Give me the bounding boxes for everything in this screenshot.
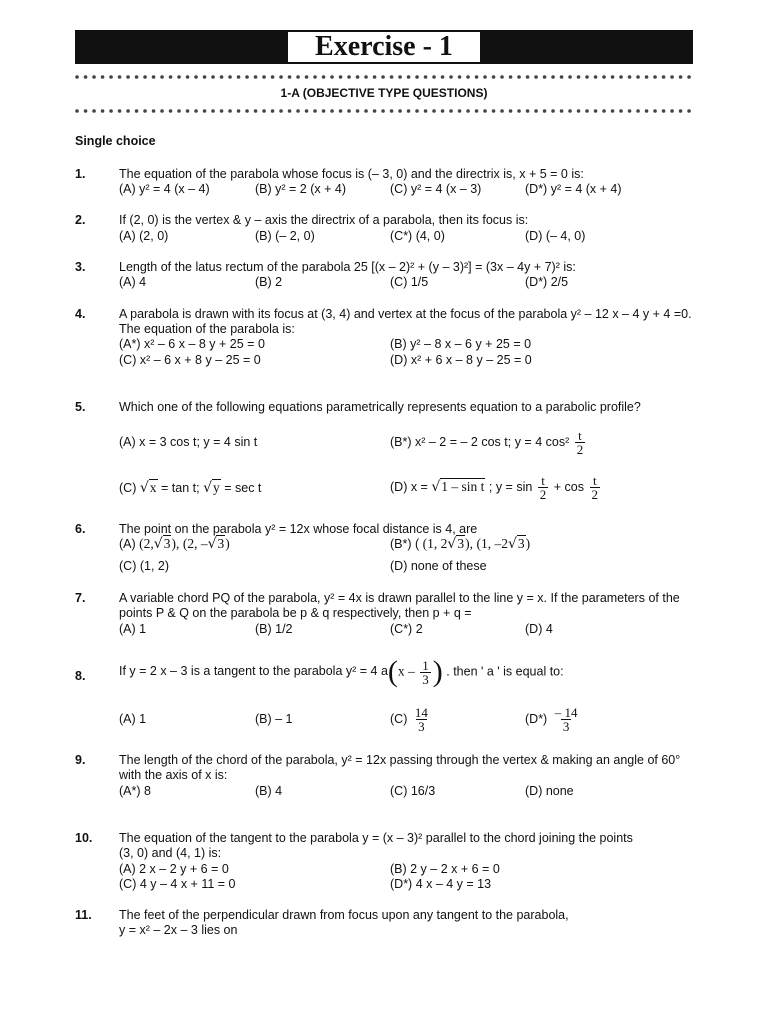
radicand: 3 <box>163 536 171 551</box>
question-text: A variable chord PQ of the parabola, y² = 4x is drawn parallel to the line y = x. If the parameters of the <box>119 591 680 605</box>
dotted-divider-bottom-graphic <box>75 108 695 114</box>
fraction <box>538 474 549 501</box>
option-b <box>390 422 587 456</box>
option-d <box>525 698 581 733</box>
radicand: y <box>212 480 220 495</box>
option-c: (C) 16/3 <box>390 784 436 798</box>
question-number: 11. <box>75 908 92 922</box>
sqrt-symbol: √ <box>507 536 517 552</box>
question-text: The length of the chord of the parabola, y² = 12x passing through the vertex & making an angle of 60° <box>119 753 681 767</box>
question-text: The point on the parabola y² = 12x whose focal distance is 4, are <box>119 522 478 536</box>
denominator: 3 <box>422 671 429 687</box>
option-b: (B) 4 <box>255 784 283 798</box>
question-text-post: . then ' a ' is equal to: <box>446 664 564 679</box>
option-b <box>390 536 530 552</box>
option-c: (C) y² = 4 (x – 3) <box>390 182 482 196</box>
option-label: (A) <box>119 537 136 551</box>
numerator: t <box>578 428 582 444</box>
option-d: (D*) 2/5 <box>525 275 569 289</box>
option-label: (B*) ( <box>390 537 420 551</box>
question-text: If (2, 0) is the vertex & y – axis the directrix of a parabola, then its focus is: <box>119 213 529 227</box>
option-a: (A) (2, 0) <box>119 229 169 243</box>
option-c <box>390 698 432 733</box>
point-2: (2, –√3) <box>182 536 230 552</box>
fraction <box>413 706 430 733</box>
fraction <box>590 474 601 501</box>
option-b: (B) 2 y – 2 x + 6 = 0 <box>390 862 500 876</box>
numerator: t <box>592 473 597 489</box>
coord: 1, –2 <box>480 536 508 551</box>
dotted-divider-top <box>75 74 695 80</box>
option-b: (B) – 1 <box>255 712 293 726</box>
option-a: (A) y² = 4 (x – 4) <box>119 182 210 196</box>
sqrt-symbol: √ <box>431 479 441 495</box>
question-number: 7. <box>75 591 86 605</box>
sqrt-symbol: √ <box>139 480 149 496</box>
point-1: (2,√3), <box>139 536 180 552</box>
radicand: 1 – sin t <box>441 479 485 494</box>
option-a: (A) 1 <box>119 712 147 726</box>
option-c-post: = sec t <box>224 481 262 495</box>
expr: x – <box>397 663 415 679</box>
option-d: (D) (– 4, 0) <box>525 229 586 243</box>
option-label: (C) <box>119 481 137 495</box>
question-number: 5. <box>75 400 86 414</box>
page-title: Exercise - 1 <box>287 31 481 63</box>
option-c: (C*) (4, 0) <box>390 229 445 243</box>
question-text-cont: The equation of the parabola is: <box>119 322 295 336</box>
option-d: (D*) 4 x – 4 y = 13 <box>390 877 492 891</box>
option-d: (D*) y² = 4 (x + 4) <box>525 182 622 196</box>
numerator: 1 <box>422 657 429 673</box>
denominator: 2 <box>576 442 584 458</box>
option-c: (C*) 2 <box>390 622 423 636</box>
option-a: (A) 1 <box>119 622 147 636</box>
dotted-divider-bottom <box>75 108 695 114</box>
question-text-cont: points P & Q on the parabola be p & q respectively, then p + q = <box>119 606 472 620</box>
radicand: x <box>149 480 157 495</box>
question-text: A parabola is drawn with its focus at (3, 4) and vertex at the focus of the parabola y² – 12 x – 4 y + 4 =0. <box>119 307 692 321</box>
option-b: (B) y² – 8 x – 6 y + 25 = 0 <box>390 337 532 351</box>
option-a: (A*) 8 <box>119 784 151 798</box>
fraction <box>553 706 580 733</box>
option-a <box>119 536 230 552</box>
option-c: (C) (1, 2) <box>119 559 169 573</box>
option-b: (B) (– 2, 0) <box>255 229 315 243</box>
question-text: The equation of the tangent to the parabola y = (x – 3)² parallel to the chord joining the points <box>119 831 633 845</box>
question-number: 1. <box>75 167 86 181</box>
sqrt-symbol: √ <box>203 480 212 496</box>
numerator: t <box>541 473 545 489</box>
option-b: (B) y² = 2 (x + 4) <box>255 182 346 196</box>
question-text: The feet of the perpendicular drawn from focus upon any tangent to the parabola, <box>119 908 569 922</box>
option-a: (A) 2 x – 2 y + 6 = 0 <box>119 862 229 876</box>
question-text: Length of the latus rectum of the parabola 25 [(x – 2)² + (y – 3)²] = (3x – 4y + 7)² is: <box>119 260 576 274</box>
denominator: 3 <box>418 719 425 735</box>
radicand: 3 <box>517 536 525 551</box>
option-c <box>119 480 261 496</box>
question-number: 2. <box>75 213 86 227</box>
subheading: Single choice <box>75 134 156 148</box>
option-c-mid: = tan t; <box>161 481 200 495</box>
denominator: 2 <box>591 487 598 503</box>
point-1: (1, 2√3), <box>422 536 473 552</box>
fraction <box>575 429 586 456</box>
option-d-plus: + cos <box>553 480 585 494</box>
numerator: 14 <box>414 705 428 721</box>
option-d-mid: ; y = sin <box>488 480 533 494</box>
option-d: (D) none of these <box>390 559 487 573</box>
fraction <box>420 659 431 686</box>
radicand: 3 <box>457 536 465 551</box>
section-heading: 1-A (OBJECTIVE TYPE QUESTIONS) <box>280 86 488 100</box>
option-d: (D) x² + 6 x – 8 y – 25 = 0 <box>390 353 532 367</box>
option-label: (D) x = <box>390 480 428 494</box>
question-number: 6. <box>75 522 86 536</box>
question-number: 8. <box>75 669 86 683</box>
question-number: 9. <box>75 753 86 767</box>
question-text-pre: If y = 2 x – 3 is a tangent to the parabola y² = 4 a <box>119 664 388 679</box>
option-c: (C) 1/5 <box>390 275 429 289</box>
question-text-cont: (3, 0) and (4, 1) is: <box>119 846 222 860</box>
question-number: 10. <box>75 831 93 845</box>
option-a: (A*) x² – 6 x – 8 y + 25 = 0 <box>119 337 265 351</box>
question-number: 4. <box>75 307 86 321</box>
option-d: (D) none <box>525 784 574 798</box>
question-text-cont: y = x² – 2x – 3 lies on <box>119 923 238 937</box>
option-d: (D) 4 <box>525 622 553 636</box>
option-c: (C) x² – 6 x + 8 y – 25 = 0 <box>119 353 261 367</box>
question-text: The equation of the parabola whose focus is (– 3, 0) and the directrix is, x + 5 = 0 is: <box>119 167 584 181</box>
coord: 1, 2 <box>427 536 448 551</box>
dotted-divider-top-graphic <box>75 74 695 80</box>
option-a: (A) 4 <box>119 275 147 289</box>
paren-close: ) <box>432 655 443 688</box>
option-d <box>390 468 602 501</box>
sqrt-symbol: √ <box>153 536 163 552</box>
option-b: (B) 2 <box>255 275 283 289</box>
option-label: (D*) <box>525 712 548 726</box>
question-text <box>119 657 564 687</box>
option-b: (B) 1/2 <box>255 622 293 636</box>
question-number: 3. <box>75 260 86 274</box>
sqrt-symbol: √ <box>447 536 457 552</box>
coord: 2, <box>143 536 154 551</box>
option-label: (C) <box>390 712 408 726</box>
point-2: (1, –2√3) <box>476 536 531 552</box>
sqrt-symbol: √ <box>207 536 217 552</box>
radicand: 3 <box>217 536 225 551</box>
numerator: – 14 <box>554 705 578 721</box>
denominator: 3 <box>562 719 570 735</box>
option-b-text: (B*) x² – 2 = – 2 cos t; y = 4 cos² <box>390 435 570 449</box>
option-a: (A) x = 3 cos t; y = 4 sin t <box>119 435 258 449</box>
option-c: (C) 4 y – 4 x + 11 = 0 <box>119 877 236 891</box>
coord: 2, – <box>187 536 208 551</box>
denominator: 2 <box>539 487 547 503</box>
question-text-cont: with the axis of x is: <box>119 768 228 782</box>
question-text: Which one of the following equations parametrically represents equation to a parabolic profile? <box>119 400 641 414</box>
paren-open: ( <box>387 655 398 688</box>
